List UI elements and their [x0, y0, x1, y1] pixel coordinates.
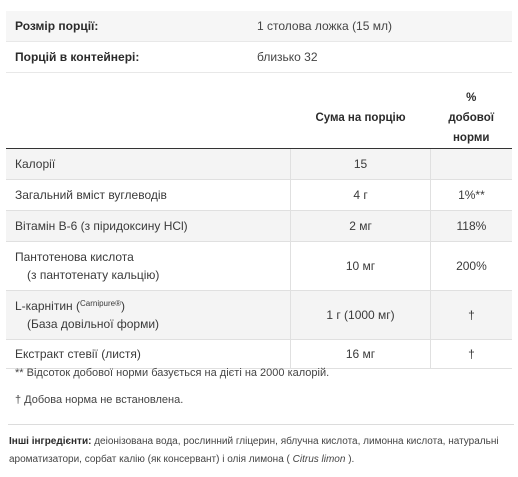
- serving-size-label: Розмір порції:: [6, 11, 242, 42]
- nutrient-amount: 10 мг: [291, 242, 431, 291]
- nutrient-name-close: ): [121, 299, 126, 313]
- nutrient-name: Екстракт стевії (листя): [6, 340, 291, 369]
- nutrient-name: L-карнітин (: [15, 299, 80, 313]
- nutrient-name: Пантотенова кислота: [15, 250, 134, 264]
- nutrient-dv: †: [430, 340, 512, 369]
- latin-name: Citrus limon: [292, 454, 346, 465]
- nutrient-dv: 200%: [430, 242, 512, 291]
- brand-mark: Carnipure®: [79, 299, 122, 308]
- nutrient-dv: 118%: [430, 211, 512, 242]
- servings-per-container-label: Порцій в контейнері:: [6, 42, 242, 73]
- serving-size-row: [6, 11, 512, 42]
- servings-per-container-row: [6, 42, 512, 73]
- header-amount: Сума на порцію: [291, 88, 431, 149]
- serving-info-table: [6, 11, 512, 73]
- table-row: [6, 291, 512, 340]
- nutrient-name: Вітамін B-6 (з піридоксину HCl): [6, 211, 291, 242]
- table-row: [6, 242, 512, 291]
- other-ingredients-end: ).: [348, 454, 355, 465]
- nutrient-name-cell: [6, 242, 291, 291]
- nutrient-source: (База довільної форми): [27, 317, 160, 331]
- nutrient-name: Калорії: [6, 149, 291, 180]
- nutrient-dv: †: [430, 291, 512, 340]
- nutrient-amount: 4 г: [291, 180, 431, 211]
- nutrient-dv: [430, 149, 512, 180]
- nutrient-amount: 2 мг: [291, 211, 431, 242]
- nutrient-amount: 1 г (1000 мг): [291, 291, 431, 340]
- nutrient-source: (з пантотенату кальцію): [27, 268, 160, 282]
- table-row: [6, 149, 512, 180]
- header-daily-value: % добової норми: [430, 88, 512, 149]
- table-row: [6, 211, 512, 242]
- nutrient-amount: 15: [291, 149, 431, 180]
- table-header-row: [6, 88, 512, 149]
- nutrient-name-cell: [6, 291, 291, 340]
- serving-size-value: 1 столова ложка (15 мл): [242, 11, 512, 42]
- other-ingredients-label: Інші інгредієнти:: [9, 436, 92, 447]
- nutrient-dv: 1%**: [430, 180, 512, 211]
- table-row: [6, 180, 512, 211]
- table-row: [6, 340, 512, 369]
- servings-per-container-value: близько 32: [242, 42, 512, 73]
- supplement-facts-table: [6, 88, 512, 369]
- divider: [8, 424, 514, 425]
- daily-value-footnote: ** Відсоток добової норми базується на дієті на 2000 калорій.: [15, 367, 330, 379]
- other-ingredients: [9, 433, 514, 469]
- nutrient-name: Загальний вміст вуглеводів: [6, 180, 291, 211]
- nutrient-amount: 16 мг: [291, 340, 431, 369]
- header-nutrient: [6, 88, 291, 149]
- not-established-footnote: † Добова норма не встановлена.: [15, 394, 184, 406]
- other-ingredients-text: деіонізована вода, рослинний гліцерин, яблучна кислота, лимонна кислота, натуральні ароматизатори, сорбат калію (як консервант) і олія лимона (: [9, 436, 499, 465]
